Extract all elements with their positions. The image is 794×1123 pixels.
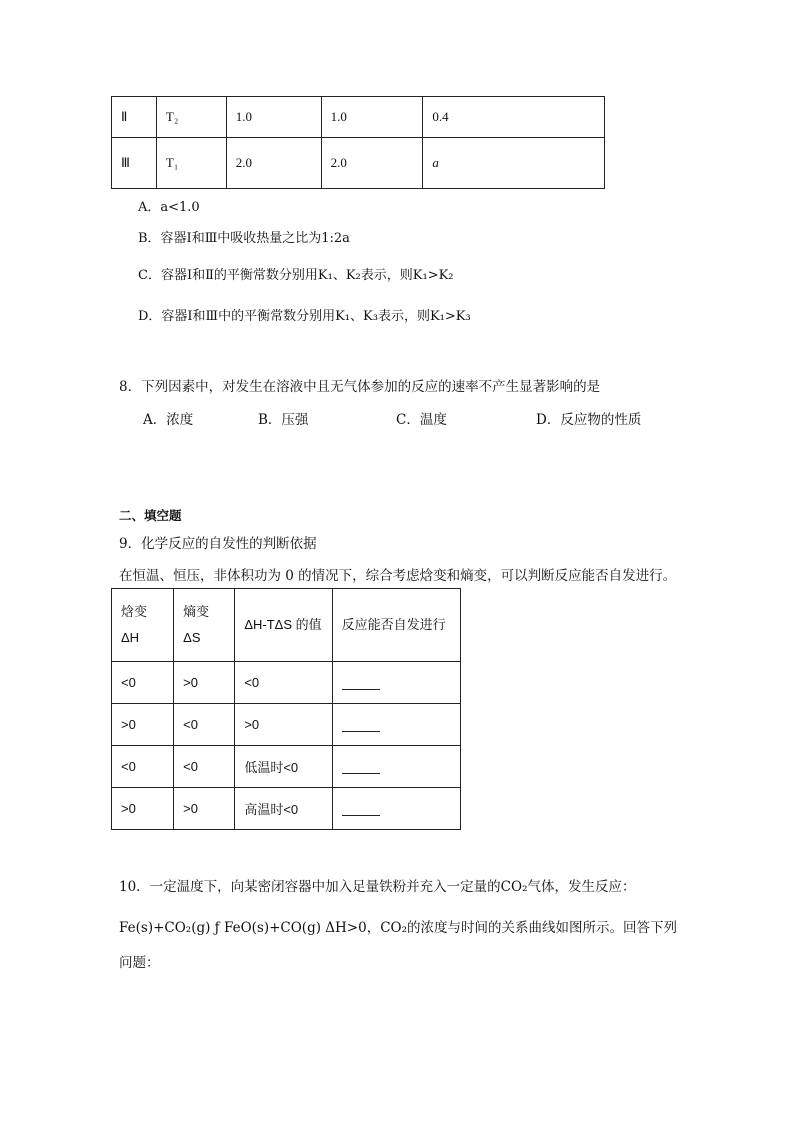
option-c: C．温度 bbox=[396, 412, 447, 428]
table-cell bbox=[332, 746, 460, 788]
table-row bbox=[112, 138, 605, 189]
table-cell: <0 bbox=[174, 746, 235, 788]
option-a: A．a<1.0 bbox=[138, 200, 200, 215]
table-cell bbox=[332, 788, 460, 830]
table-row bbox=[112, 788, 461, 830]
header-ds: ΔS bbox=[183, 630, 201, 645]
table-cell: <0 bbox=[112, 746, 174, 788]
table-cell: 1.0 bbox=[226, 97, 321, 138]
table-cell: >0 bbox=[174, 788, 235, 830]
header-entropy: 熵变 bbox=[183, 604, 210, 619]
table-cell: 高温时<0 bbox=[235, 788, 332, 830]
table-row bbox=[112, 704, 461, 746]
question-9-stem: 9．化学反应的自发性的判断依据 bbox=[119, 536, 317, 552]
experiment-data-table bbox=[111, 96, 605, 189]
table-header-row bbox=[112, 589, 461, 662]
table-row bbox=[112, 97, 605, 138]
table-cell: 2.0 bbox=[321, 138, 423, 189]
header-cell bbox=[112, 589, 174, 662]
question-10-line-3: 问题： bbox=[119, 955, 160, 971]
table-cell bbox=[332, 662, 460, 704]
table-cell: <0 bbox=[112, 662, 174, 704]
answer-blank[interactable] bbox=[342, 676, 380, 690]
table-cell: >0 bbox=[174, 662, 235, 704]
table-cell: <0 bbox=[235, 662, 332, 704]
spontaneity-table bbox=[111, 588, 461, 830]
question-9-intro: 在恒温、恒压，非体积功为 0 的情况下，综合考虑焓变和熵变，可以判断反应能否自发进行。 bbox=[119, 568, 677, 584]
table-cell: Ⅱ bbox=[112, 97, 157, 138]
section-title: 二、填空题 bbox=[119, 508, 182, 523]
option-c: C．容器Ⅰ和Ⅱ的平衡常数分别用K₁、K₂表示，则K₁>K₂ bbox=[138, 268, 454, 283]
answer-blank[interactable] bbox=[342, 718, 380, 732]
table-cell: >0 bbox=[112, 704, 174, 746]
table-cell: 0.4 bbox=[423, 97, 605, 138]
option-a: A．浓度 bbox=[143, 412, 194, 428]
table-cell: T₂ bbox=[156, 97, 226, 138]
option-d: D．容器Ⅰ和Ⅲ中的平衡常数分别用K₁、K₃表示，则K₁>K₃ bbox=[138, 309, 471, 324]
question-8-stem: 8．下列因素中，对发生在溶液中且无气体参加的反应的速率不产生显著影响的是 bbox=[119, 379, 601, 395]
answer-blank[interactable] bbox=[342, 760, 380, 774]
table-cell: >0 bbox=[235, 704, 332, 746]
table-cell: T₁ bbox=[156, 138, 226, 189]
table-cell: 1.0 bbox=[321, 97, 423, 138]
table-cell: 2.0 bbox=[226, 138, 321, 189]
option-d: D．反应物的性质 bbox=[536, 412, 642, 428]
header-cell: ΔH-TΔS 的值 bbox=[235, 589, 332, 662]
option-b: B．容器Ⅰ和Ⅲ中吸收热量之比为1:2a bbox=[138, 231, 350, 246]
table-row bbox=[112, 662, 461, 704]
header-dh: ΔH bbox=[121, 630, 140, 645]
table-cell: <0 bbox=[174, 704, 235, 746]
table-cell bbox=[332, 704, 460, 746]
table-row bbox=[112, 746, 461, 788]
question-10-line-2: Fe(s)+CO₂(g) ƒ FeO(s)+CO(g) ΔH>0，CO₂的浓度与时间的关系曲线如图所示。回答下列 bbox=[119, 920, 678, 936]
table-cell: 低温时<0 bbox=[235, 746, 332, 788]
table-cell: Ⅲ bbox=[112, 138, 157, 189]
header-enthalpy: 焓变 bbox=[121, 604, 148, 619]
answer-blank[interactable] bbox=[342, 802, 380, 816]
table-cell: >0 bbox=[112, 788, 174, 830]
header-cell bbox=[174, 589, 235, 662]
header-cell: 反应能否自发进行 bbox=[332, 589, 460, 662]
table-cell: a bbox=[423, 138, 605, 189]
option-b: B．压强 bbox=[258, 412, 309, 428]
question-10-line-1: 10．一定温度下，向某密闭容器中加入足量铁粉并充入一定量的CO₂气体，发生反应： bbox=[119, 879, 636, 895]
